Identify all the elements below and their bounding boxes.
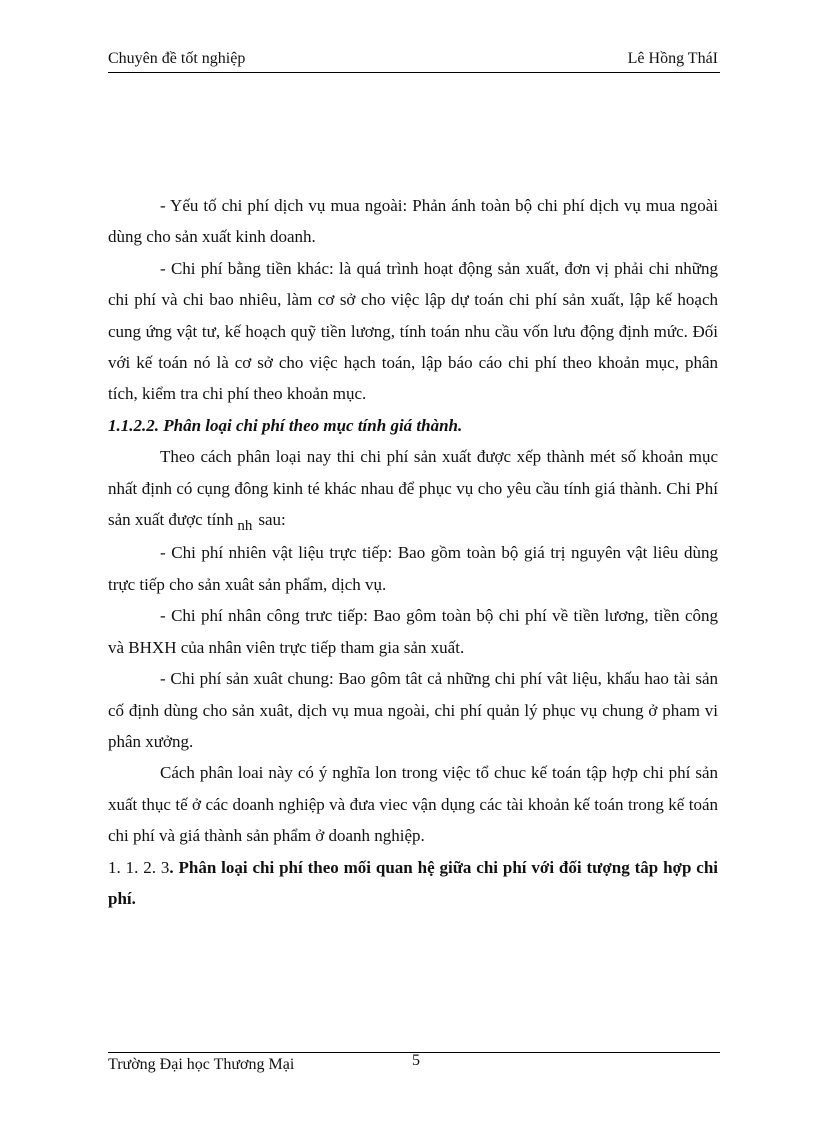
paragraph: - Chi phí nhân công trưc tiếp: Bao gôm toàn bộ chi phí về tiền lương, tiền công và BHXH của nhân viên trực tiếp tham gia sản xuất. (108, 606, 718, 657)
paragraph-text: Theo cách phân loại nay thi chi phí sản xuất được xếp thành mét số khoản mục nhất định có cụng đông kinh té khác nhau để phục vụ cho yêu cầu tính giá thành. Chi Phí sản xuất được tính (108, 447, 718, 530)
header-author: Lê Hồng TháI (627, 50, 718, 67)
paragraph (108, 441, 718, 537)
header-title: Chuyên đề tốt nghiệp (108, 50, 246, 67)
section-heading: 1.1.2.2. Phân loại chi phí theo mục tính giá thành. (108, 415, 463, 435)
footer-school: Trường Đại học Thương Mại (108, 1056, 295, 1073)
paragraph-subscript: nh (237, 518, 253, 535)
page-number: 5 (412, 1052, 420, 1069)
paragraph: - Chi phí bằng tiền khác: là quá trình hoạt động sản xuất, đơn vị phải chi những chi phí và chi bao nhiêu, làm cơ sở cho việc lập dự toán chi phí sản xuất, lập kế hoạch cung ứng vật tư, kế hoạch quỹ tiền lương, tính toán nhu cầu vốn lưu động định mức. Đối với kế toán nó là cơ sở cho việc hạch toán, lập báo cáo chi phí theo khoản mục, phân tích, kiểm tra chi phí theo khoản mục. (108, 258, 718, 404)
section-heading-number: 1. 1. 2. 3 (108, 857, 170, 877)
paragraph: - Yếu tố chi phí dịch vụ mua ngoài: Phản ánh toàn bộ chi phí dịch vụ mua ngoài dùng cho sản xuất kinh doanh. (108, 196, 718, 247)
paragraph: Cách phân loai này có ý nghĩa lon trong việc tổ chuc kế toán tập hợp chi phí sản xuất thục tế ở các doanh nghiệp và đưa viec vận dụng các tài khoản kế toán trong kế toán chi phí và giá thành sản phẩm ở doanh nghiệp. (108, 763, 718, 846)
page-header (108, 50, 720, 73)
paragraph-text-end: sau: (258, 510, 286, 530)
paragraph: - Chi phí sản xuât chung: Bao gôm tât cả những chi phí vât liệu, khấu hao tài sản cố định dùng cho sản xuât, dịch vụ mua ngoài, chi phí quản lý phục vụ chung ở pham vi phân xưởng. (108, 669, 718, 751)
section-heading-text: . Phân loại chi phí theo mối quan hệ giữa chi phí với đối tượng tâp hợp chi phí. (108, 857, 718, 908)
paragraph: - Chi phí nhiên vật liệu trực tiếp: Bao gồm toàn bộ giá trị nguyên vật liêu dùng trực tiếp cho sản xuât sản phẩm, dịch vụ. (108, 543, 718, 594)
section-heading (108, 852, 718, 915)
document-body (108, 190, 718, 914)
